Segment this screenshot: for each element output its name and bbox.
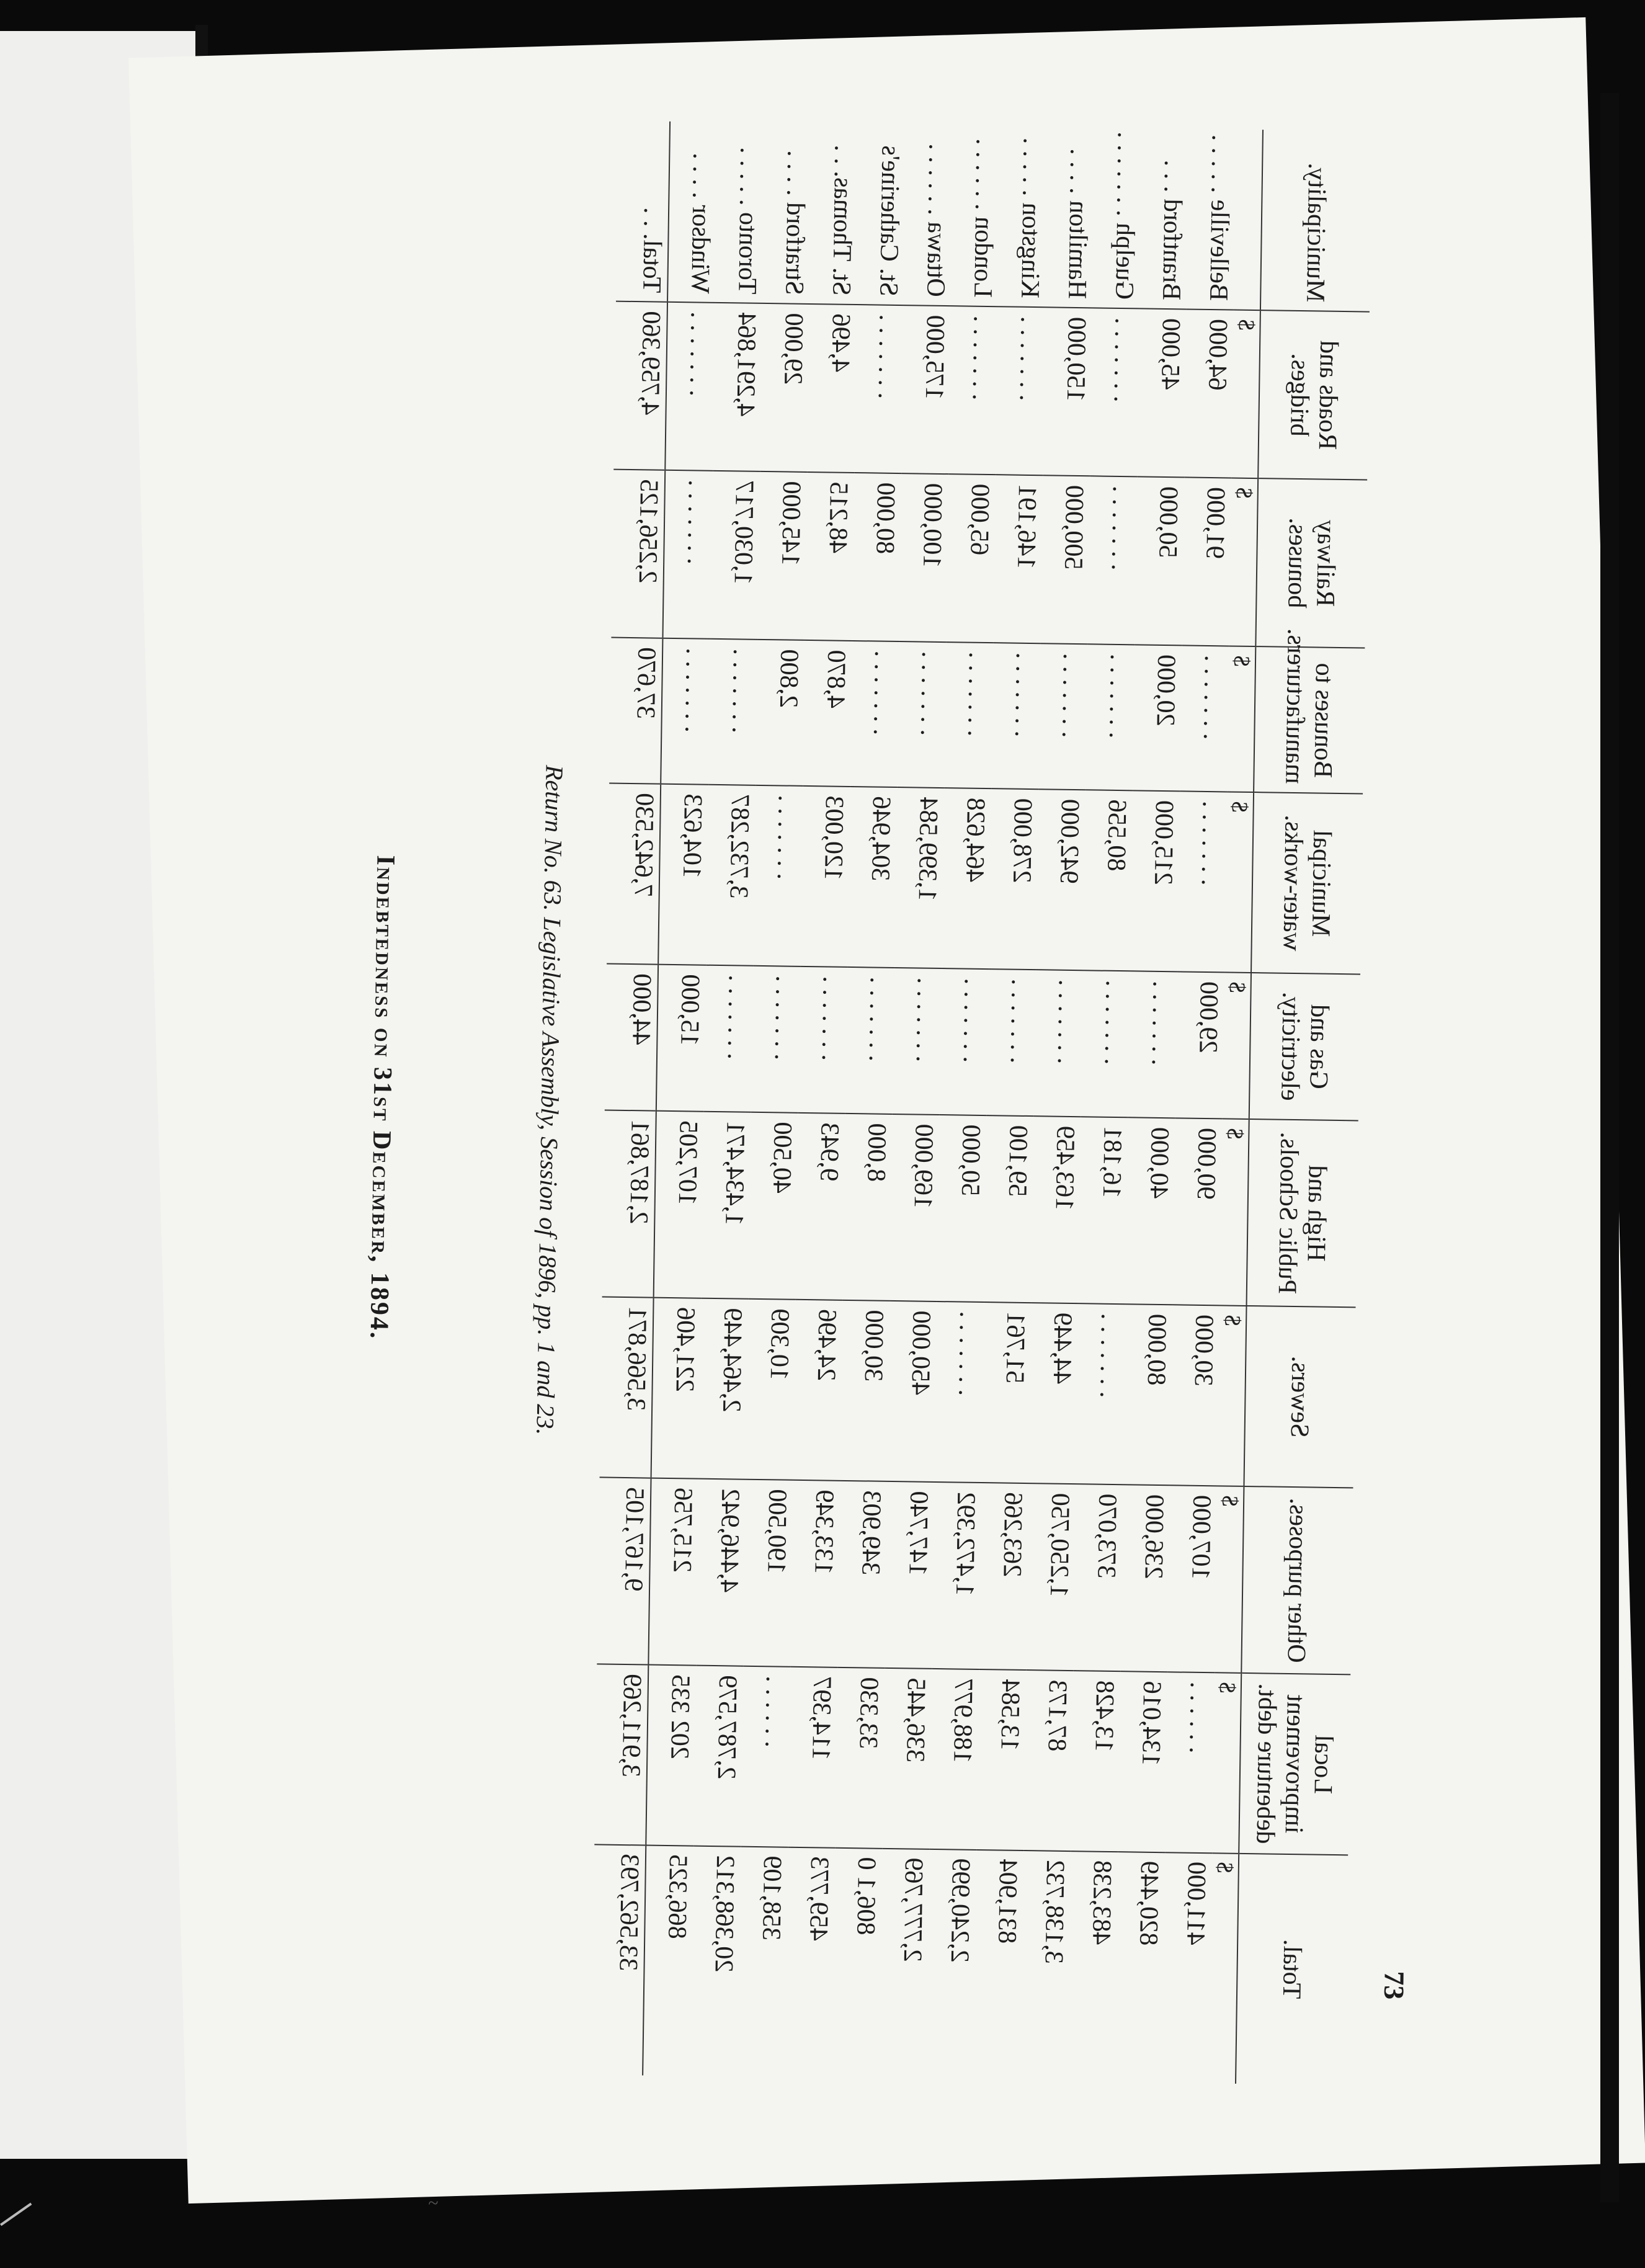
table-cell: . . . . . . . [1076, 1303, 1125, 1484]
column-header: Total. [1236, 1854, 1348, 2086]
table-cell: . . . . . . . [753, 785, 803, 967]
row-label: Stratford . . . . [780, 150, 811, 295]
table-cell: . . . . . . . [751, 966, 800, 1113]
table-cell: 33,330 [835, 1668, 885, 1849]
table-cell: 134,016 [1118, 1671, 1167, 1852]
row-label: London . . . . . . [968, 138, 999, 298]
table-cell: 1,030,717 [710, 471, 760, 640]
table-cell: 831,904 [973, 1850, 1023, 2081]
row-label: Hamilton . . . . [1063, 148, 1094, 300]
table-cell: 221,406 [651, 1298, 702, 1479]
table-cell: 336,445 [882, 1668, 932, 1849]
table-cell: 29,000 [1175, 972, 1224, 1119]
table-cell: 500,000 [1040, 475, 1090, 644]
table-cell: 3,732,287 [706, 785, 756, 966]
table-cell: 820,449 [1115, 1852, 1165, 2083]
table-cell: 163,459 [1032, 1116, 1081, 1303]
table-cell: 4,446,942 [696, 1479, 746, 1666]
table-cell: 263,266 [979, 1483, 1028, 1670]
table-cell: 349,903 [837, 1481, 887, 1668]
table-cell: 10,309 [746, 1299, 796, 1480]
row-label: Kingston . . . . . [1015, 137, 1046, 299]
table-cell: 215,756 [648, 1478, 698, 1665]
column-header: Other purposes. [1241, 1486, 1353, 1674]
table-cell: 411,000 [1162, 1852, 1212, 2083]
table-cell: . . . . . . . [1180, 645, 1229, 792]
table-cell: 48,215 [805, 472, 854, 641]
table-cell: . . . . . . . [798, 967, 847, 1114]
page-number: 73 [1378, 1971, 1411, 2000]
scan-corner-mark [0, 2203, 32, 2226]
table-cell: 51,761 [982, 1302, 1032, 1483]
table-cell: 80,556 [1083, 790, 1133, 971]
table-cell: . . . . . . . [1128, 971, 1177, 1118]
table-cell: 104,623 [658, 784, 708, 965]
table-cell: $ [1209, 1853, 1239, 2084]
table-cell: . . . . . . . [991, 643, 1040, 790]
row-label: St. Thomas. . . [827, 145, 858, 296]
table-cell: 459,773 [785, 1847, 835, 2078]
table-cell: . . . . . . . [1090, 308, 1139, 476]
row-label: Guelph . . . . . . . [1110, 132, 1141, 300]
table-cell: 236,000 [1120, 1484, 1170, 1672]
column-header: Municipality. [1260, 130, 1372, 311]
table-cell: 169,000 [890, 1114, 940, 1301]
table-cell: 59,100 [984, 1115, 1034, 1303]
table-cell: 1,472,392 [932, 1482, 981, 1669]
table-title: Indebtedness on 31st December, 1894. [364, 855, 400, 1341]
table-cell: . . . . . . . [661, 638, 710, 785]
table-cell: . . . . . . . [665, 302, 715, 471]
table-cell: 87,173 [1023, 1670, 1073, 1851]
row-label [1234, 130, 1263, 310]
table-cell: 44,449 [1028, 1303, 1078, 1484]
table-cell: 33,562,793 [591, 1844, 646, 2075]
table-cell: 464,628 [942, 788, 991, 969]
row-label: Total. . . [616, 121, 670, 302]
table-cell: 942,000 [1036, 790, 1086, 971]
table-cell: $ [1231, 310, 1260, 478]
table-cell: 24,496 [793, 1300, 843, 1481]
table-cell: . . . . . . . [854, 305, 904, 473]
table-cell: 2,777,769 [879, 1849, 929, 2079]
table-cell: 175,000 [901, 305, 951, 474]
table-cell: 2,240,999 [926, 1849, 976, 2080]
indebtedness-table [591, 121, 1372, 2086]
row-label: St. Catherine's [874, 145, 905, 297]
table-cell: 8,000 [843, 1114, 893, 1301]
table-cell: . . . . . . . [940, 968, 989, 1115]
table-cell: $ [1215, 1486, 1244, 1673]
table-cell: 13,584 [976, 1669, 1026, 1851]
table-cell: 2,187,861 [602, 1110, 656, 1298]
table-cell: 1,434,471 [702, 1112, 751, 1299]
table-cell: 30,000 [840, 1300, 890, 1481]
table-cell: 20,368,312 [690, 1846, 741, 2076]
table-cell: . . . . . . . [935, 1301, 984, 1483]
table-cell: 100,000 [899, 473, 948, 642]
table-cell: . . . . . . . [1081, 971, 1130, 1118]
table-cell: $ [1224, 792, 1254, 973]
table-cell: 450,000 [888, 1301, 937, 1482]
table-cell: 20,000 [1133, 645, 1182, 792]
table-cell: 64,000 [1184, 309, 1234, 478]
table-cell: $ [1220, 1118, 1249, 1306]
table-cell: 2,787,579 [693, 1665, 743, 1846]
table-cell: 50,000 [1135, 476, 1184, 645]
table-cell: $ [1229, 478, 1258, 646]
table-cell: . . . . . . . [996, 306, 1045, 475]
table-cell: . . . . . . . [944, 642, 993, 789]
table-cell: 2,800 [756, 639, 805, 786]
table-cell: $ [1223, 973, 1251, 1119]
table-cell: 150,000 [1043, 307, 1092, 476]
table-cell: 37,670 [609, 637, 662, 784]
table-cell: 1,250,750 [1026, 1483, 1076, 1671]
table-cell: 90,000 [1173, 1118, 1223, 1305]
table-cell: 278,000 [989, 789, 1038, 970]
page-edge [1600, 93, 1619, 2202]
table-cell: 866,325 [643, 1845, 693, 2076]
table-cell: 358,109 [738, 1846, 788, 2077]
table-cell: 4,759,360 [613, 301, 667, 470]
table-cell: 114,397 [788, 1667, 837, 1848]
table-cell: 80,000 [1123, 1304, 1172, 1485]
row-label: Brantford . . . [1157, 159, 1188, 301]
table-cell: 40,000 [1126, 1117, 1175, 1305]
table-cell: . . . . . . . [845, 967, 894, 1114]
column-header: Sewers. [1244, 1306, 1355, 1488]
table-cell: 133,349 [790, 1480, 840, 1668]
table-cell: . . . . . . [741, 1666, 790, 1847]
row-label: Belleville . . . . . [1204, 134, 1235, 301]
table-cell: 15,000 [656, 965, 706, 1112]
table-cell: 13,428 [1071, 1671, 1120, 1852]
table-cell: 806,1 0 [832, 1848, 882, 2079]
table-cell: . . . . . . . [893, 968, 942, 1115]
table-cell: 4,870 [803, 640, 852, 787]
table-cell: . . . . . . . [1038, 643, 1087, 790]
table-cell: . . . . . . . [948, 306, 998, 475]
table-cell: 3,138,732 [1020, 1851, 1071, 2081]
row-label: Toronto . . . . . [733, 146, 764, 295]
column-header: Railway bonuses. [1255, 478, 1367, 648]
table-cell: 4,496 [807, 304, 857, 473]
table-cell: 65,000 [946, 474, 996, 643]
table-cell: 50,000 [937, 1115, 987, 1302]
table-cell: 120,003 [800, 786, 850, 967]
table-cell: 145,000 [757, 471, 807, 640]
table-cell: . . . . . . . [1087, 476, 1137, 645]
row-label: Windsor . . . . [685, 153, 716, 294]
source-note: Return No. 63. Legislative Assembly, Session of 1896, pp. 1 and 23. [531, 764, 569, 1435]
table-body [591, 121, 1263, 2084]
table-cell: 188,977 [929, 1669, 979, 1850]
rotated-page-content [246, 48, 1453, 2161]
column-header: Bonuses to manufacturers. [1254, 646, 1365, 794]
row-label: Ottawa . . . . . . [921, 143, 952, 298]
table-cell: 215,000 [1130, 791, 1180, 972]
table-cell: 40,500 [749, 1112, 798, 1300]
column-header: Municipal water-works. [1251, 792, 1363, 974]
table-cell: 45,000 [1137, 308, 1187, 477]
table-cell: 202 335 [646, 1664, 696, 1846]
table-cell: . . . . . . . [987, 969, 1036, 1116]
table-cell: $ [1217, 1305, 1246, 1486]
table-cell: . . . . . . . [1034, 970, 1083, 1117]
table-cell: . . . . . . . [897, 641, 946, 788]
table-cell: 483,238 [1068, 1851, 1118, 2082]
table-cell: 44,000 [605, 964, 658, 1111]
table-cell: . . . . . . [1165, 1672, 1215, 1853]
table-cell: 190,500 [743, 1480, 793, 1667]
column-header: Roads and bridges. [1258, 310, 1370, 480]
table-cell: 4,291,864 [713, 303, 762, 471]
table-cell: $ [1212, 1672, 1241, 1853]
table-cell: . . . . . . . [1086, 644, 1135, 791]
table-cell: 1,399,584 [894, 787, 944, 968]
table-cell: 304,946 [847, 787, 897, 968]
table-cell: 9,943 [796, 1113, 845, 1300]
table-cell: 3,911,269 [594, 1664, 648, 1845]
column-header: Gas and electricity. [1249, 973, 1360, 1120]
table-cell: 2,256,125 [611, 469, 665, 638]
table-cell: 29,000 [760, 303, 809, 472]
table-cell: 9,167,105 [597, 1477, 651, 1664]
table-cell: 107,205 [654, 1111, 704, 1298]
table-cell: . . . . . . . [850, 641, 899, 788]
table-cell: 91,000 [1182, 477, 1231, 646]
table-cell: 30,000 [1170, 1305, 1219, 1486]
table-cell: 373,070 [1073, 1484, 1123, 1671]
table-cell: 2,464,449 [699, 1298, 749, 1480]
scan-smudge: ~ [428, 2193, 439, 2213]
table-cell: 146,191 [993, 475, 1043, 643]
column-header: High and Public Schools. [1247, 1119, 1358, 1307]
table-cell: . . . . . . . [662, 470, 713, 639]
table-cell: . . . . . . . [708, 638, 757, 785]
column-header: Local improvement debenture debt. [1239, 1673, 1350, 1855]
table-cell: $ [1227, 646, 1255, 792]
table-cell: 80,000 [852, 473, 901, 641]
table-cell: . . . . . . . [704, 965, 753, 1112]
table-cell: . . . . . . . [1177, 792, 1227, 973]
table-cell: 107,000 [1167, 1485, 1217, 1672]
table-cell: 147,740 [885, 1481, 934, 1669]
table-cell: 3,566,871 [600, 1297, 654, 1478]
table-cell: 7,642,530 [607, 784, 661, 965]
table-cell: 16,181 [1079, 1117, 1128, 1304]
